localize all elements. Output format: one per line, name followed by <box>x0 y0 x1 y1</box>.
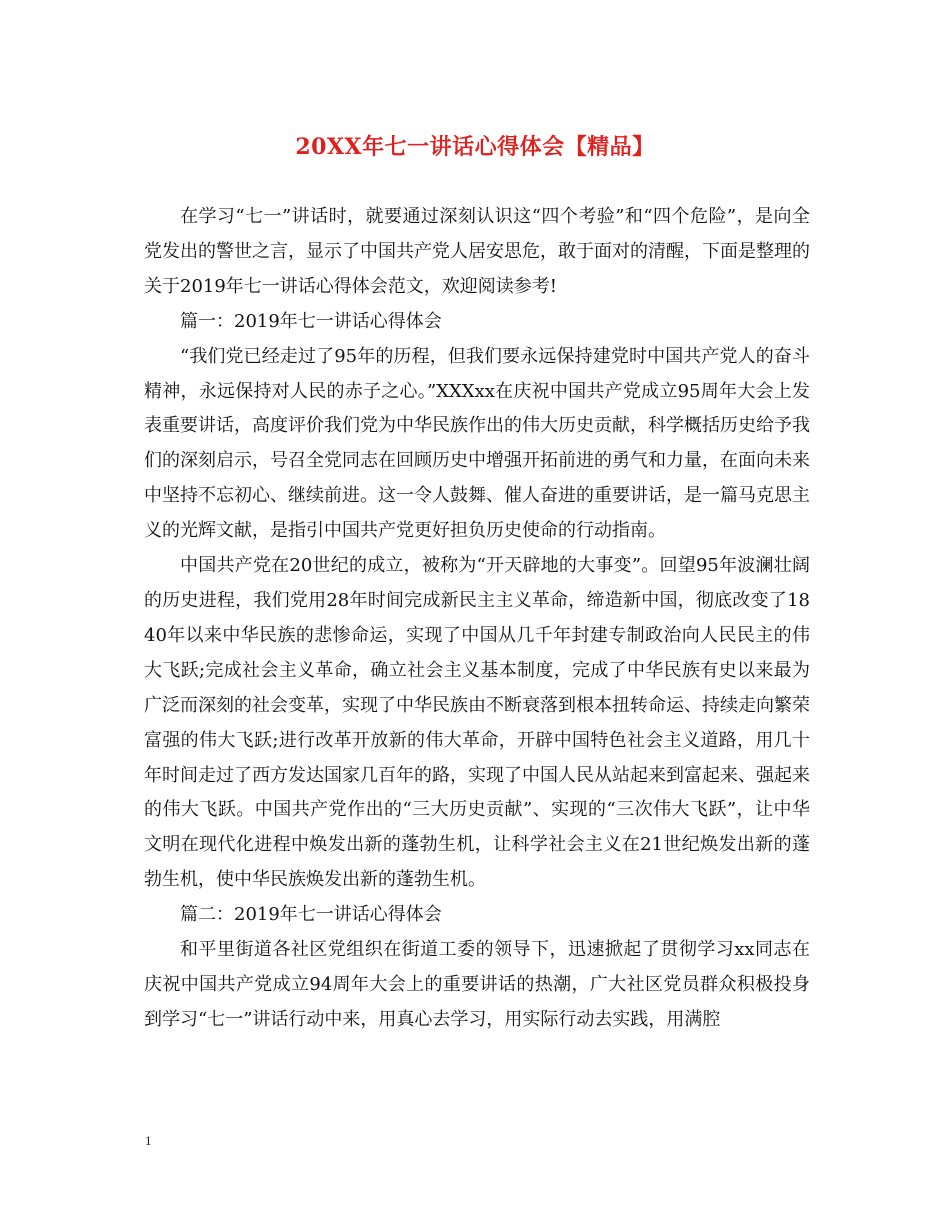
body-paragraph: 和平里街道各社区党组织在街道工委的领导下，迅速掀起了贯彻学习xx同志在庆祝中国共产党成立94周年大会上的重要讲话的热潮，广大社区党员群众积极投身到学习“七一”讲话行动中来，用真心去学习，用实际行动去实践，用满腔 <box>144 939 810 1030</box>
section-heading-part-two: 篇二：2019年七一讲话心得体会 <box>180 904 442 926</box>
document-title: 20XX年七一讲话心得体会【精品】 <box>295 134 655 160</box>
document-body <box>144 200 810 1038</box>
body-paragraph: 中国共产党在20世纪的成立，被称为“开天辟地的大事变”。回望95年波澜壮阔的历史进程，我们党用28年时间完成新民主主义革命，缔造新中国，彻底改变了1840年以来中华民族的悲惨命运，实现了中国从几千年封建专制政治向人民民主的伟大飞跃;完成社会主义革命，确立社会主义基本制度，完成了中华民族有史以来最为广泛而深刻的社会变革，实现了中华民族由不断衰落到根本扭转命运、持续走向繁荣富强的伟大飞跃;进行改革开放新的伟大革命，开辟中国特色社会主义道路，用几十年时间走过了西方发达国家几百年的路，实现了中国人民从站起来到富起来、强起来的伟大飞跃。中国共产党作出的“三大历史贡献”、实现的“三次伟大飞跃”，让中华文明在现代化进程中焕发出新的蓬勃生机，让科学社会主义在21世纪焕发出新的蓬勃生机，使中华民族焕发出新的蓬勃生机。 <box>144 555 810 891</box>
page-number: 1 <box>145 1133 152 1148</box>
intro-paragraph: 在学习“七一”讲话时，就要通过深刻认识这“四个考验”和“四个危险”，是向全党发出的警世之言，显示了中国共产党人居安思危，敢于面对的清醒，下面是整理的关于2019年七一讲话心得体会范文，欢迎阅读参考! <box>144 206 810 297</box>
body-paragraph: “我们党已经走过了95年的历程，但我们要永远保持建党时中国共产党人的奋斗精神，永远保持对人民的赤子之心。”XXXxx在庆祝中国共产党成立95周年大会上发表重要讲话，高度评价我们党为中华民族作出的伟大历史贡献，科学概括历史给予我们的深刻启示，号召全党同志在回顾历史中增强开拓前进的勇气和力量，在面向未来中坚持不忘初心、继续前进。这一令人鼓舞、催人奋进的重要讲话，是一篇马克思主义的光辉文献，是指引中国共产党更好担负历史使命的行动指南。 <box>144 345 810 542</box>
section-heading-part-one: 篇一：2019年七一讲话心得体会 <box>180 310 442 332</box>
